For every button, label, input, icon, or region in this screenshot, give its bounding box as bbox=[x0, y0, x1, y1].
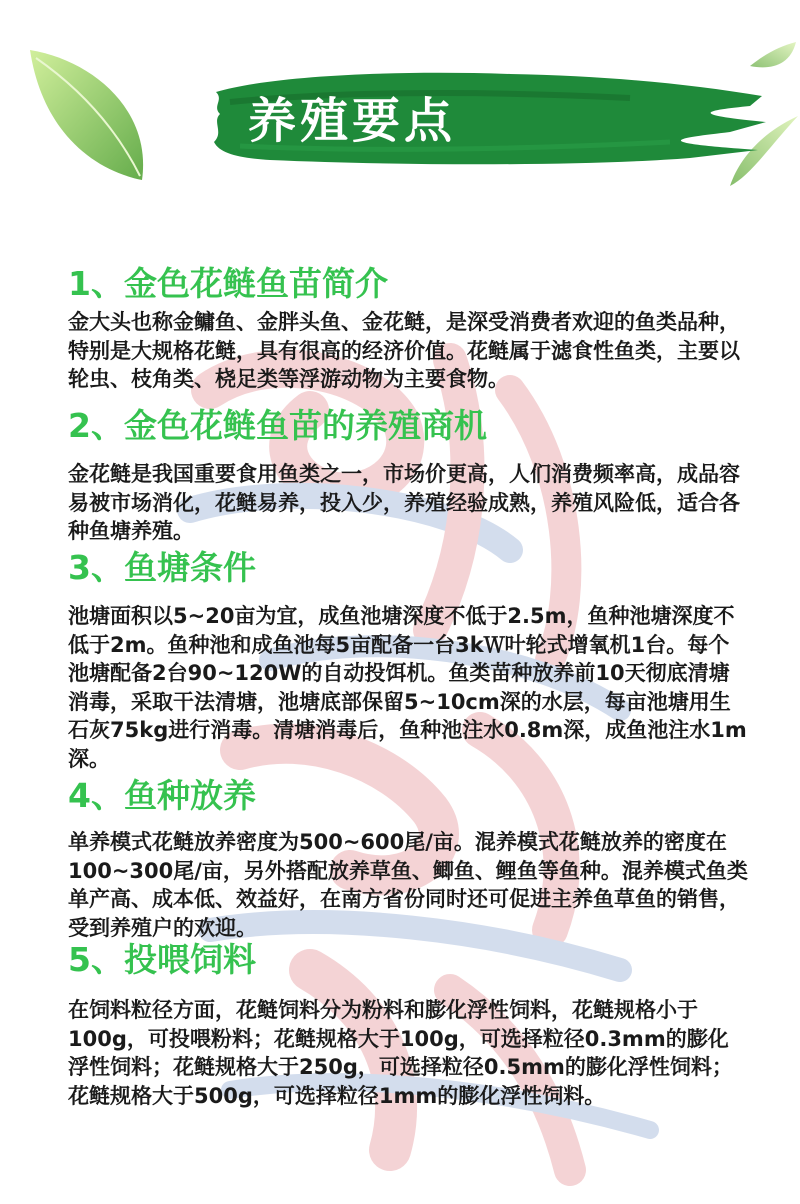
page-title: 养殖要点 bbox=[248, 93, 457, 149]
section-body: 在饲料粒径方面，花鲢饲料分为粉料和膨化浮性饲料，花鲢规格小于100g，可投喂粉料；花鲢规格大于100g，可选择粒径0.3mm的膨化浮性饲料；花鲢规格大于250g，可选择粒径0.5mm的膨化浮性饲料；花鲢规格大于500g，可选择粒径1mm的膨化浮性饲料。 bbox=[68, 998, 733, 1108]
section-heading: 4、鱼种放养 bbox=[68, 776, 256, 815]
section-body: 金大头也称金鳙鱼、金胖头鱼、金花鲢，是深受消费者欢迎的鱼类品种，特别是大规格花鲢，具有很高的经济价值。花鲢属于滤食性鱼类，主要以轮虫、枝角类、桡足类等浮游动物为主要食物。 bbox=[68, 310, 740, 391]
section-feeding bbox=[68, 938, 748, 1110]
section-body: 池塘面积以5~20亩为宜，成鱼池塘深度不低于2.5m，鱼种池塘深度不低于2m。鱼种池和成鱼池每5亩配备一台3kＷ叶轮式增氧机1台。每个池塘配备2台90~120W的自动投饵机。鱼类苗种放养前10天彻底清塘消毒，采取干法清塘，池塘底部保留5~10cm深的水层，每亩池塘用生石灰75kg进行消毒。清塘消毒后，鱼种池注水0.8m深，成鱼池注水1m深。 bbox=[68, 604, 747, 771]
section-heading: 3、鱼塘条件 bbox=[68, 548, 256, 587]
section-heading: 1、金色花鲢鱼苗简介 bbox=[68, 264, 388, 303]
section-stocking bbox=[68, 774, 748, 942]
section-body: 金花鲢是我国重要食用鱼类之一，市场价更高，人们消费频率高，成品容易被市场消化，花鲢易养，投入少，养殖经验成熟，养殖风险低，适合各种鱼塘养殖。 bbox=[68, 462, 740, 543]
leaf-icon bbox=[22, 40, 162, 190]
section-heading: 2、金色花鲢鱼苗的养殖商机 bbox=[68, 406, 487, 445]
section-business bbox=[68, 404, 748, 546]
title-banner bbox=[210, 62, 770, 172]
section-body: 单养模式花鲢放养密度为500~600尾/亩。混养模式花鲢放养的密度在100~300尾/亩，另外搭配放养草鱼、鲫鱼、鲤鱼等鱼种。混养模式鱼类单产高、成本低、效益好，在南方省份同时还可促进主养鱼草鱼的销售，受到养殖户的欢迎。 bbox=[68, 830, 748, 940]
section-pond bbox=[68, 546, 748, 773]
section-heading: 5、投喂饲料 bbox=[68, 940, 256, 979]
section-intro bbox=[68, 262, 748, 394]
